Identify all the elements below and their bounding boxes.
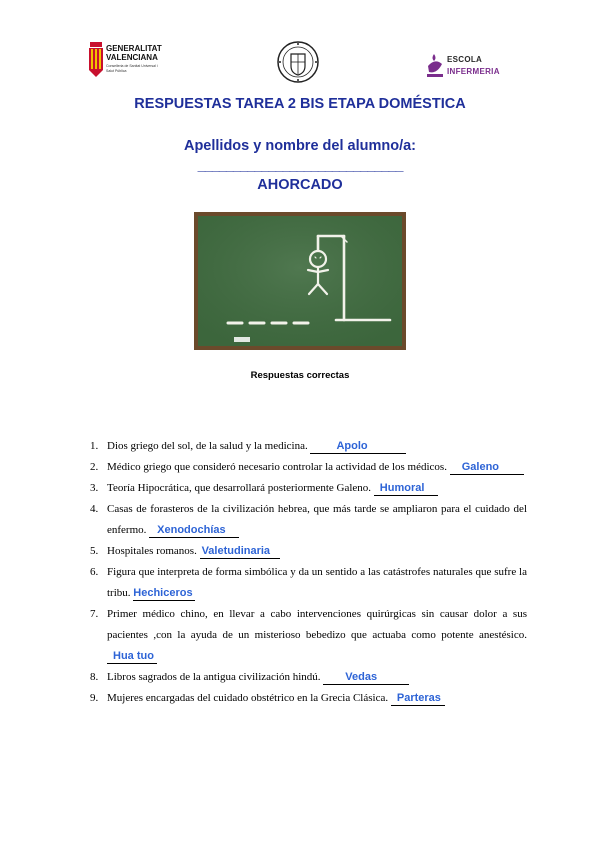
- generalitat-name: GENERALITAT VALENCIANA: [106, 44, 162, 62]
- student-name-label: Apellidos y nombre del alumno/a:: [183, 138, 417, 154]
- generalitat-subtitle: Conselleria de Sanitat Universal i Salut Pública: [106, 64, 158, 73]
- question-item: 3. Teoría Hipocrática, que desarrollará posteriormente Galeno. Humoral: [82, 478, 527, 499]
- student-name-blank: _____________________________: [197, 158, 403, 174]
- answer-text: Hechiceros: [133, 587, 195, 601]
- chalk-piece: [234, 337, 250, 342]
- question-item: 2. Médico griego que consideró necesario controlar la actividad de los médicos. Galeno: [82, 457, 527, 478]
- escola-infermeria-logo: [425, 52, 525, 84]
- answer-text: Galeno: [450, 461, 524, 475]
- header-logos: [0, 0, 600, 100]
- generalitat-shield-icon: [88, 42, 104, 78]
- answer-text: Xenodochías: [149, 524, 239, 538]
- answer-text: Vedas: [323, 671, 409, 685]
- university-seal-icon: [276, 40, 320, 84]
- generalitat-logo: [88, 42, 178, 86]
- hangman-chalkboard-image: [194, 212, 406, 350]
- question-item: 5. Hospitales romanos. Valetudinaria: [82, 541, 527, 562]
- questions-list: [82, 436, 527, 709]
- answer-text: Valetudinaria: [200, 545, 280, 559]
- answer-text: Humoral: [374, 482, 438, 496]
- question-item: 7. Primer médico chino, en llevar a cabo intervenciones quirúrgicas sin causar dolor a sus pacientes ,con la ayuda de un misterioso bebedizo que actuaba como potente anestésico. Hua tuo: [90, 608, 527, 662]
- question-item: 4. Casas de forasteros de la civilización hebrea, que más tarde se ampliaron para el cuidado del enfermo. Xenodochías: [90, 503, 527, 536]
- lamp-icon: [425, 52, 445, 80]
- question-item: 9. Mujeres encargadas del cuidado obstétrico en la Grecia Clásica. Parteras: [82, 688, 527, 709]
- answer-text: Apolo: [310, 440, 406, 454]
- answers-caption: Respuestas correctas: [250, 370, 350, 381]
- answer-text: Parteras: [391, 692, 445, 706]
- page-title: RESPUESTAS TAREA 2 BIS ETAPA DOMÉSTICA: [134, 96, 466, 112]
- question-item: 1. Dios griego del sol, de la salud y la medicina. Apolo: [82, 436, 527, 457]
- answer-text: Hua tuo: [107, 650, 157, 664]
- question-item: 8. Libros sagrados de la antigua civilización hindú. Vedas: [82, 667, 527, 688]
- escola-infermeria-wordmark: ESCOLA INFERMERIA: [447, 55, 500, 76]
- question-item: 6. Figura que interpreta de forma simbólica y da un sentido a las catástrofes naturales que sufre la tribu. Hechiceros: [90, 566, 527, 599]
- game-title: AHORCADO: [257, 177, 343, 193]
